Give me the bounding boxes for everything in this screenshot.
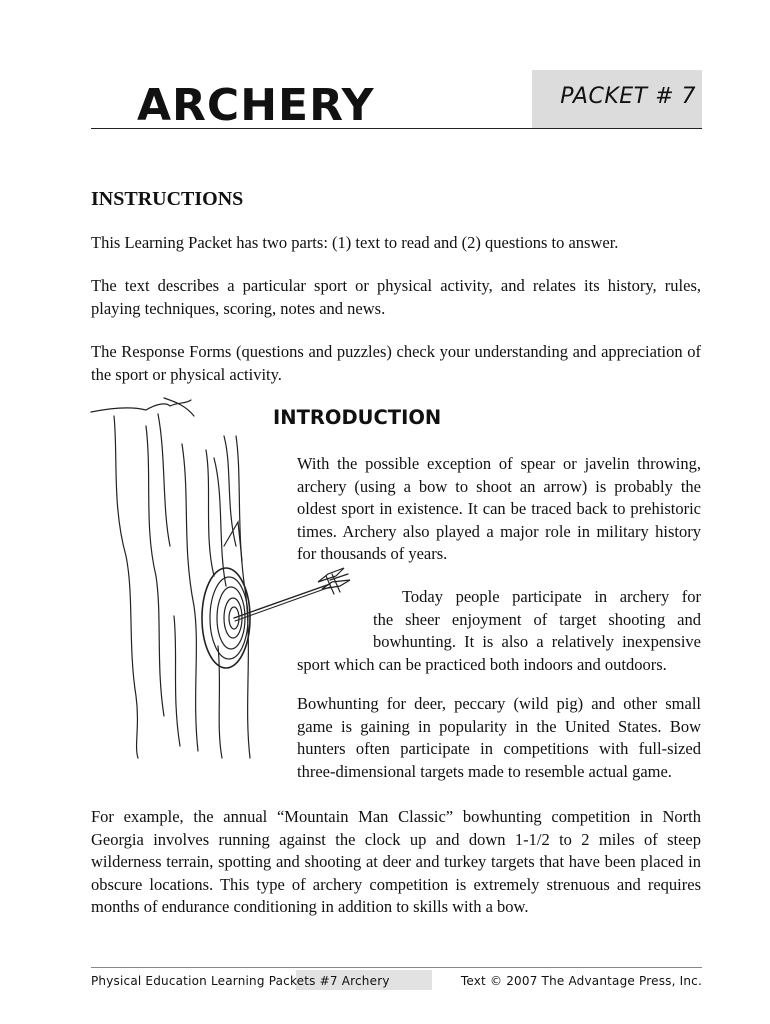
introduction-paragraph-2 bbox=[297, 586, 701, 676]
introduction-paragraph-3: Bowhunting for deer, peccary (wild pig) and other small game is gaining in popularity in the United States. Bow hunters often participate in competitions with full-sized three-dimensional targets made to resemble actual game. bbox=[297, 694, 701, 781]
footer-copyright: Text © 2007 The Advantage Press, Inc. bbox=[460, 974, 702, 988]
packet-label-box bbox=[532, 70, 702, 128]
paragraph-line: sport which can be practiced both indoors and outdoors. bbox=[297, 654, 667, 674]
instructions-paragraph-1: This Learning Packet has two parts: (1) text to read and (2) questions to answer. bbox=[91, 233, 619, 252]
introduction-paragraph-1: With the possible exception of spear or javelin throwing, archery (using a bow to shoot an arrow) is probably the oldest sport in existence. It can be traced back to prehistoric times. Archery also played a major role in military history for thousands of years. bbox=[297, 454, 701, 563]
title-divider bbox=[91, 128, 702, 129]
instructions-paragraph-3: The Response Forms (questions and puzzles) check your understanding and appreciation of the sport or physical activity. bbox=[91, 342, 701, 384]
footer-packet-title: Physical Education Learning Packets #7 Archery bbox=[91, 974, 390, 988]
page-title: ARCHERY bbox=[137, 80, 375, 131]
introduction-heading: INTRODUCTION bbox=[273, 406, 442, 429]
paragraph-line: the sheer enjoyment of target shooting and bbox=[373, 609, 701, 629]
paragraph-line: Today people participate in archery for bbox=[402, 587, 701, 606]
paragraph-line: bowhunting. It is also a relatively inexpensive bbox=[373, 632, 701, 651]
packet-number: PACKET # 7 bbox=[560, 84, 696, 109]
instructions-paragraph-2: The text describes a particular sport or physical activity, and relates its history, rules, playing techniques, scoring, notes and news. bbox=[91, 276, 701, 318]
footer-divider bbox=[91, 967, 702, 968]
introduction-paragraph-4: For example, the annual “Mountain Man Classic” bowhunting competition in North Georgia involves running against the clock up and down 1-1/2 to 2 miles of steep wilderness terrain, spotting and shooting at deer and turkey targets that have been placed in obscure locations. This type of archery competition is extremely strenuous and requires months of endurance conditioning in addition to skills with a bow. bbox=[91, 807, 701, 916]
instructions-heading: INSTRUCTIONS bbox=[91, 188, 244, 210]
